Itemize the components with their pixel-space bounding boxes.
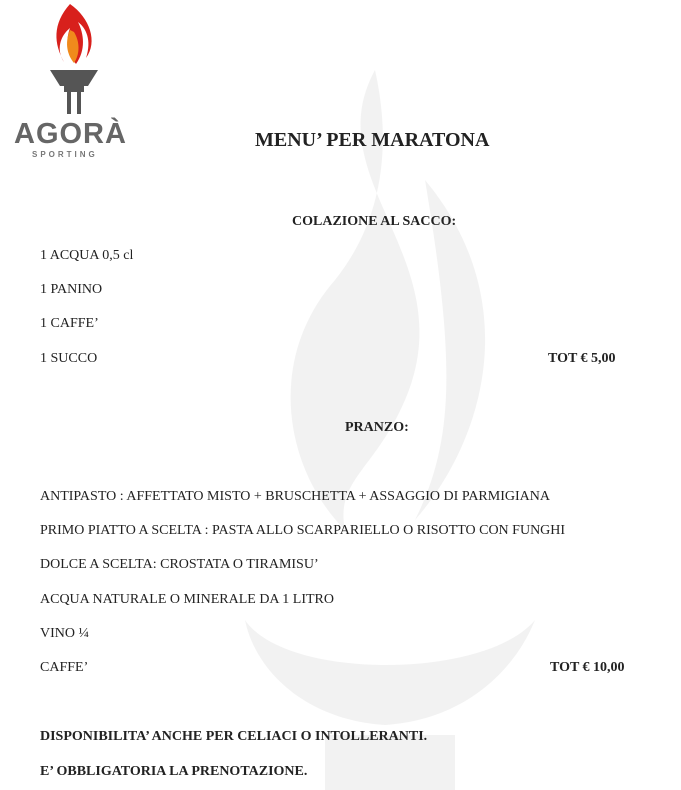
- pranzo-item: PRIMO PIATTO A SCELTA : PASTA ALLO SCARPARIELLO O RISOTTO CON FUNGHI: [40, 523, 566, 538]
- colazione-total: TOT € 5,00: [548, 351, 616, 366]
- pranzo-item: ACQUA NATURALE O MINERALE DA 1 LITRO: [40, 592, 334, 607]
- colazione-item: 1 SUCCO: [40, 351, 98, 366]
- pranzo-item: DOLCE A SCELTA: CROSTATA O TIRAMISU’: [40, 557, 319, 572]
- note-prenotazione: E’ OBBLIGATORIA LA PRENOTAZIONE.: [40, 764, 308, 779]
- logo-name: AGORÀ: [14, 118, 127, 150]
- page-title: MENU’ PER MARATONA: [255, 129, 490, 151]
- colazione-heading: COLAZIONE AL SACCO:: [292, 214, 457, 229]
- pranzo-item: CAFFE’: [40, 660, 89, 675]
- pranzo-total: TOT € 10,00: [550, 660, 625, 675]
- colazione-item: 1 ACQUA 0,5 cl: [40, 248, 134, 263]
- pranzo-item: ANTIPASTO : AFFETTATO MISTO + BRUSCHETTA + ASSAGGIO DI PARMIGIANA: [40, 489, 550, 504]
- colazione-item: 1 CAFFE’: [40, 316, 99, 331]
- agora-logo: [4, 0, 144, 170]
- torch-flame-icon: [4, 0, 144, 120]
- pranzo-item: VINO ¼: [40, 626, 89, 641]
- pranzo-heading: PRANZO:: [345, 420, 409, 435]
- logo-subtitle: SPORTING: [32, 150, 98, 159]
- colazione-item: 1 PANINO: [40, 282, 103, 297]
- note-celiaci: DISPONIBILITA’ ANCHE PER CELIACI O INTOLLERANTI.: [40, 729, 428, 744]
